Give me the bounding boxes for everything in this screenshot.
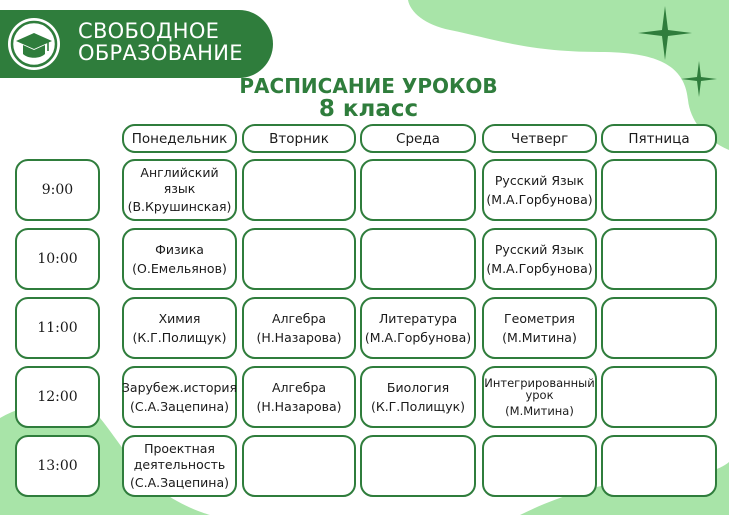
lesson-cell: [242, 366, 356, 428]
empty-lesson-cell: [601, 297, 717, 359]
empty-lesson-cell: [360, 435, 476, 497]
day-header-monday: Понедельник: [122, 124, 237, 153]
empty-lesson-cell: [242, 228, 356, 290]
lesson-subject: Литература: [378, 310, 458, 326]
empty-lesson-cell: [360, 228, 476, 290]
day-header-tuesday: Вторник: [242, 124, 356, 153]
day-header-wednesday: Среда: [360, 124, 476, 153]
lesson-cell: [122, 159, 237, 221]
lesson-cell: [122, 297, 237, 359]
time-slot-2: 10:00: [15, 228, 100, 290]
lesson-teacher: (Н.Назарова): [256, 329, 342, 345]
empty-lesson-cell: [242, 159, 356, 221]
lesson-subject: Русский Язык: [494, 241, 585, 257]
lesson-teacher: (М.Митина): [505, 403, 574, 418]
lesson-cell: [242, 297, 356, 359]
lesson-teacher: (М.А.Горбунова): [364, 329, 472, 345]
lesson-subject: Геометрия: [504, 310, 575, 326]
lesson-teacher: (К.Г.Полищук): [132, 329, 227, 345]
day-header-friday: Пятница: [601, 124, 717, 153]
lesson-subject: Русский Язык: [494, 172, 585, 188]
lesson-teacher: (С.А.Зацепина): [130, 398, 229, 414]
lesson-cell: [482, 228, 597, 290]
lesson-cell: [360, 366, 476, 428]
lesson-teacher: (М.А.Горбунова): [486, 260, 593, 276]
brand-name-line1: СВОБОДНОЕ: [78, 19, 220, 43]
lesson-teacher: (О.Емельянов): [132, 260, 227, 276]
lesson-cell: [122, 228, 237, 290]
lesson-cell: [122, 435, 237, 497]
empty-lesson-cell: [601, 159, 717, 221]
lesson-cell: [360, 297, 476, 359]
lesson-subject: Интегрированный урок: [484, 375, 595, 403]
lesson-subject: Алгебра: [271, 379, 327, 395]
brand-name-line2: ОБРАЗОВАНИЕ: [78, 41, 243, 65]
lesson-subject: Физика: [155, 241, 204, 257]
lesson-teacher: (В.Крушинская): [127, 199, 232, 215]
empty-lesson-cell: [242, 435, 356, 497]
lesson-cell: [482, 366, 597, 428]
day-header-thursday: Четверг: [482, 124, 597, 153]
lesson-cell: [122, 366, 237, 428]
empty-lesson-cell: [601, 228, 717, 290]
lesson-teacher: (М.А.Горбунова): [486, 191, 593, 207]
lesson-subject: Алгебра: [271, 310, 327, 326]
lesson-teacher: (С.А.Зацепина): [130, 475, 229, 491]
empty-lesson-cell: [601, 435, 717, 497]
lesson-subject: Биология: [386, 379, 450, 395]
lesson-cell: [482, 297, 597, 359]
time-slot-5: 13:00: [15, 435, 100, 497]
lesson-subject: Проектная деятельность: [133, 441, 226, 472]
empty-lesson-cell: [482, 435, 597, 497]
lesson-teacher: (К.Г.Полищук): [370, 398, 466, 414]
lesson-subject: Зарубеж.история: [121, 379, 238, 395]
time-slot-3: 11:00: [15, 297, 100, 359]
lesson-teacher: (Н.Назарова): [256, 398, 342, 414]
lesson-subject: Химия: [158, 310, 201, 326]
time-slot-4: 12:00: [15, 366, 100, 428]
time-slot-1: 9:00: [15, 159, 100, 221]
empty-lesson-cell: [601, 366, 717, 428]
empty-lesson-cell: [360, 159, 476, 221]
lesson-subject: Английский язык: [140, 165, 219, 196]
sparkle-star-icon: [636, 4, 694, 62]
page-title: РАСПИСАНИЕ УРОКОВ: [239, 74, 498, 98]
lesson-cell: [482, 159, 597, 221]
class-subtitle: 8 класс: [318, 96, 419, 122]
graduation-cap-icon: [8, 18, 60, 70]
lesson-teacher: (М.Митина): [502, 329, 577, 345]
